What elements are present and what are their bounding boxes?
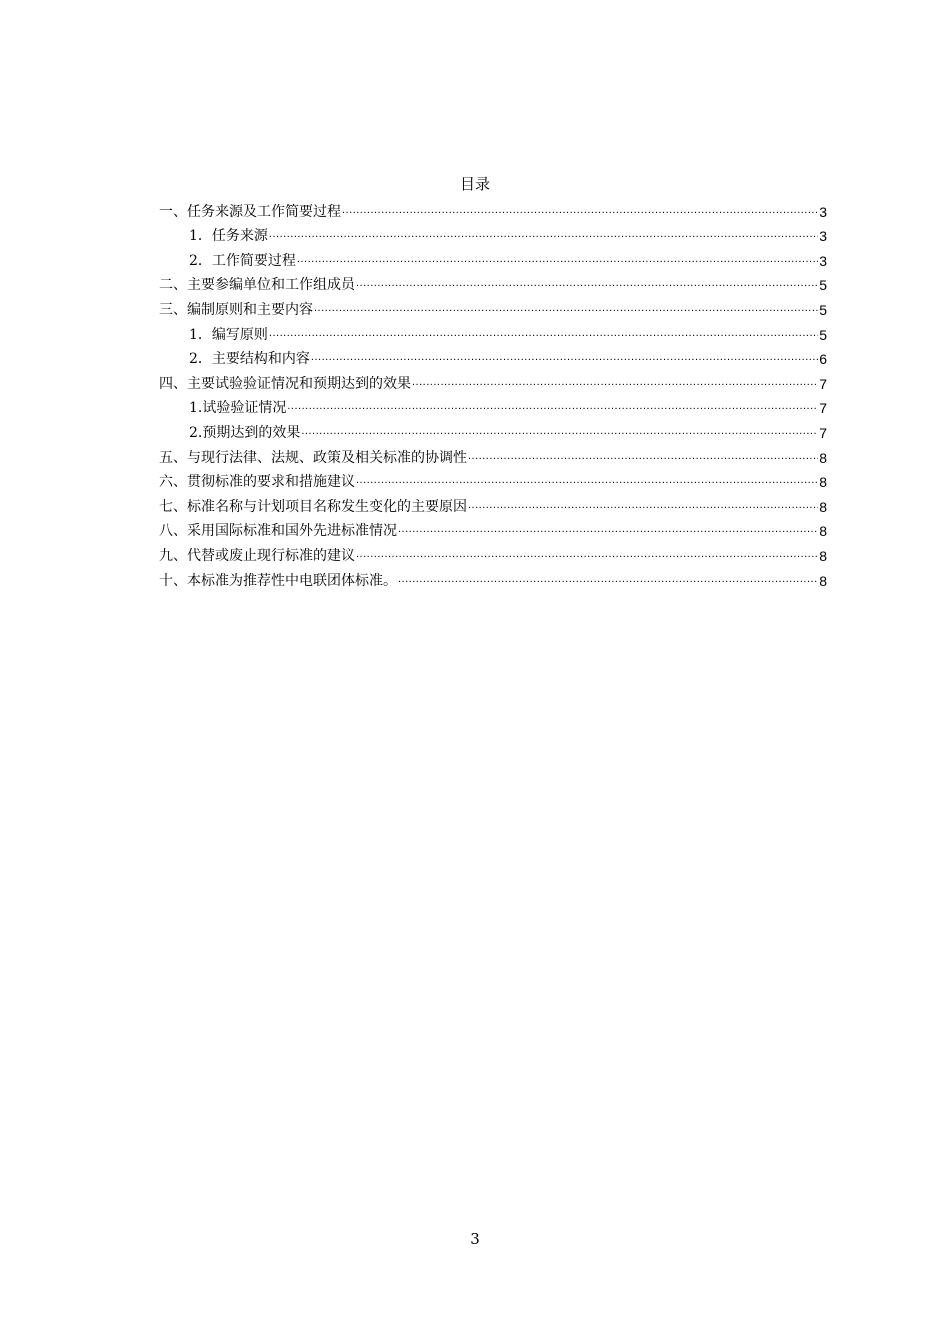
toc-dot-leader [356,275,818,291]
toc-entry[interactable] [159,517,827,542]
page-number: 3 [470,1230,480,1248]
toc-entry-label: 2.预期达到的效果 [189,424,301,441]
toc-entry[interactable] [159,197,827,222]
toc-entry-page: 5 [819,326,827,343]
toc-entry-page: 3 [819,228,827,245]
toc-entry-label: 1．编写原则 [189,326,268,343]
toc-entry-label: 五、与现行法律、法规、政策及相关标准的协调性 [159,449,467,466]
toc-entry[interactable] [159,566,827,591]
toc-entry-label: 九、代替或废止现行标准的建议 [159,547,355,564]
toc-entry-page: 5 [819,301,827,318]
toc-entry-label: 七、标准名称与计划项目名称发生变化的主要原因 [159,498,467,515]
toc-entry[interactable] [159,492,827,517]
toc-entry-label: 一、任务来源及工作简要过程 [159,203,341,220]
toc-dot-leader [269,325,818,341]
toc-entry-label: 2．工作简要过程 [189,252,296,269]
toc-dot-leader [314,300,818,316]
toc-entry-page: 8 [819,498,827,515]
toc-entry-label: 二、主要参编单位和工作组成员 [159,277,355,294]
toc-dot-leader [287,398,818,414]
toc-entry-page: 6 [819,351,827,368]
toc-entry[interactable] [159,295,827,320]
toc-dot-leader [468,448,818,464]
toc-entry[interactable] [159,418,827,443]
toc-entry-page: 8 [819,572,827,589]
toc-dot-leader [342,202,818,218]
toc-entry[interactable] [159,222,827,247]
toc-entry-page: 7 [819,400,827,417]
toc-dot-leader [297,251,818,267]
toc-entry[interactable] [159,345,827,370]
toc-entry-page: 3 [819,252,827,269]
toc-dot-leader [311,349,818,365]
toc-dot-leader [269,226,818,242]
toc-entry-label: 1．任务来源 [189,228,268,245]
toc-entry-label: 四、主要试验验证情况和预期达到的效果 [159,375,411,392]
toc-dot-leader [398,571,818,587]
toc-dot-leader [301,423,818,439]
toc-entry-page: 8 [819,523,827,540]
toc-entry[interactable] [159,468,827,493]
toc-entry[interactable] [159,541,827,566]
table-of-contents [159,197,827,591]
toc-entry[interactable] [159,443,827,468]
toc-entry-label: 八、采用国际标准和国外先进标准情况 [159,523,397,540]
toc-title: 目录 [459,175,490,193]
toc-entry-label: 三、编制原则和主要内容 [159,301,313,318]
toc-entry[interactable] [159,271,827,296]
toc-entry-label: 1.试验验证情况 [189,400,287,417]
toc-entry-page: 8 [819,474,827,491]
toc-entry-page: 3 [819,203,827,220]
toc-entry-page: 8 [819,449,827,466]
toc-entry-label: 2．主要结构和内容 [189,351,310,368]
toc-dot-leader [468,497,818,513]
toc-entry[interactable] [159,394,827,419]
toc-dot-leader [356,472,818,488]
toc-entry-page: 8 [819,547,827,564]
toc-entry-page: 7 [819,424,827,441]
toc-entry-page: 5 [819,277,827,294]
toc-dot-leader [412,374,818,390]
toc-entry-label: 六、贯彻标准的要求和措施建议 [159,474,355,491]
toc-dot-leader [356,546,818,562]
toc-entry[interactable] [159,246,827,271]
toc-dot-leader [398,521,818,537]
toc-entry[interactable] [159,369,827,394]
toc-entry-label: 十、本标准为推荐性中电联团体标准。 [159,572,397,589]
toc-entry-page: 7 [819,375,827,392]
toc-entry[interactable] [159,320,827,345]
